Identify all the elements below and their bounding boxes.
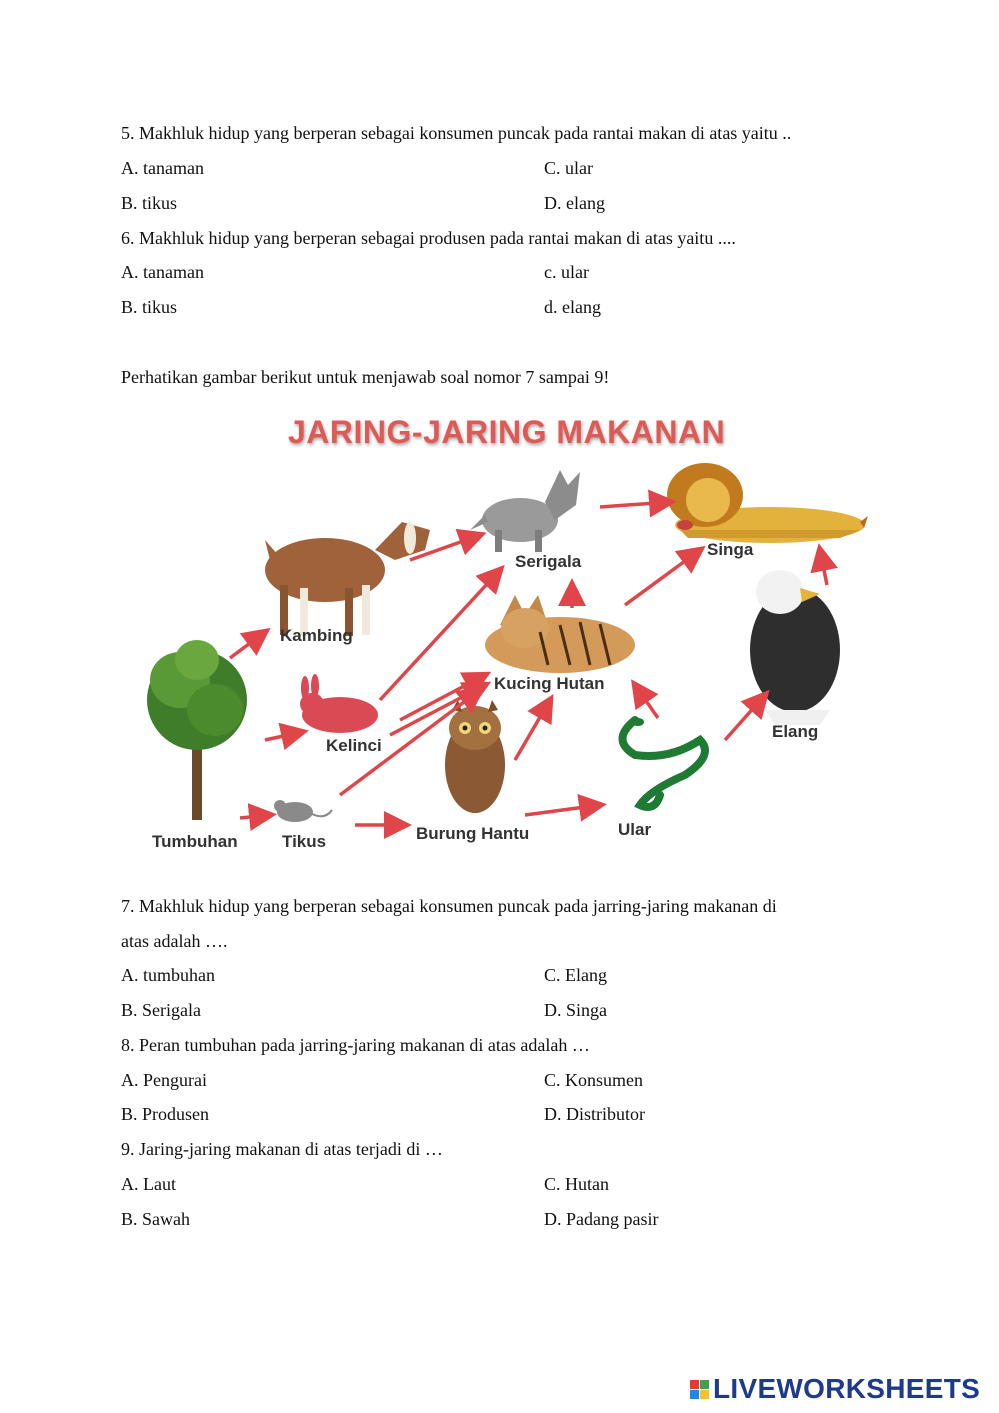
q7-option-b[interactable]: B. Serigala: [121, 1000, 201, 1020]
label-tikus: Tikus: [282, 832, 327, 851]
q9-option-a[interactable]: A. Laut: [121, 1174, 176, 1194]
food-web-diagram: [140, 410, 870, 860]
q9-option-b[interactable]: B. Sawah: [121, 1209, 190, 1229]
instruction-text: Perhatikan gambar berikut untuk menjawab soal nomor 7 sampai 9!: [121, 367, 610, 387]
q7-option-c[interactable]: C. Elang: [544, 965, 607, 985]
diagram-title: JARING-JARING MAKANAN: [288, 414, 726, 450]
q5-option-c[interactable]: C. ular: [544, 158, 593, 178]
goat-illustration: [265, 522, 430, 636]
q9-option-d[interactable]: D. Padang pasir: [544, 1209, 659, 1229]
q7-option-d[interactable]: D. Singa: [544, 1000, 607, 1020]
q7-question-line2: atas adalah ….: [121, 931, 228, 951]
logo-block: [700, 1380, 709, 1389]
eagle-illustration: [750, 570, 840, 725]
q6-option-a[interactable]: A. tanaman: [121, 262, 204, 282]
logo-blocks-icon: [690, 1380, 709, 1399]
wolf-illustration: [470, 470, 580, 552]
logo-text: LIVEWORKSHEETS: [713, 1373, 981, 1404]
rabbit-illustration: [300, 674, 378, 733]
label-kambing: Kambing: [280, 626, 353, 645]
owl-illustration: [445, 700, 505, 813]
logo-block: [690, 1390, 699, 1399]
q5-option-d[interactable]: D. elang: [544, 193, 605, 213]
snake-illustration: [623, 718, 706, 807]
q8-option-c[interactable]: C. Konsumen: [544, 1070, 643, 1090]
label-ular: Ular: [618, 820, 652, 839]
q7-option-a[interactable]: A. tumbuhan: [121, 965, 215, 985]
label-burung-hantu: Burung Hantu: [416, 824, 530, 843]
q6-question: 6. Makhluk hidup yang berperan sebagai produsen pada rantai makan di atas yaitu ....: [121, 228, 736, 248]
q8-option-b[interactable]: B. Produsen: [121, 1104, 210, 1124]
q8-question: 8. Peran tumbuhan pada jarring-jaring makanan di atas adalah …: [121, 1035, 590, 1055]
q5-option-a[interactable]: A. tanaman: [121, 158, 204, 178]
q7-question-line1: 7. Makhluk hidup yang berperan sebagai konsumen puncak pada jarring-jaring makanan di: [121, 896, 777, 916]
q9-option-c[interactable]: C. Hutan: [544, 1174, 609, 1194]
label-kelinci: Kelinci: [326, 736, 382, 755]
q6-option-b[interactable]: B. tikus: [121, 297, 178, 317]
logo-block: [690, 1380, 699, 1389]
q8-option-d[interactable]: D. Distributor: [544, 1104, 645, 1124]
food-web-graphic: [140, 410, 870, 860]
label-tumbuhan: Tumbuhan: [152, 832, 238, 851]
lion-illustration: [667, 463, 868, 543]
q6-option-d[interactable]: d. elang: [544, 297, 601, 317]
mouse-illustration: [274, 800, 332, 822]
label-serigala: Serigala: [515, 552, 582, 571]
q9-question: 9. Jaring-jaring makanan di atas terjadi di …: [121, 1139, 443, 1159]
q5-option-b[interactable]: B. tikus: [121, 193, 178, 213]
logo-block: [700, 1390, 709, 1399]
q5-question: 5. Makhluk hidup yang berperan sebagai konsumen puncak pada rantai makan di atas yaitu ..: [121, 123, 792, 143]
label-singa: Singa: [707, 540, 754, 559]
q8-option-a[interactable]: A. Pengurai: [121, 1070, 207, 1090]
tree-illustration: [147, 640, 247, 820]
label-kucing-hutan: Kucing Hutan: [494, 674, 605, 693]
label-elang: Elang: [772, 722, 819, 741]
q6-option-c[interactable]: c. ular: [544, 262, 589, 282]
liveworksheets-logo[interactable]: [690, 1373, 980, 1405]
wildcat-illustration: [485, 595, 635, 673]
